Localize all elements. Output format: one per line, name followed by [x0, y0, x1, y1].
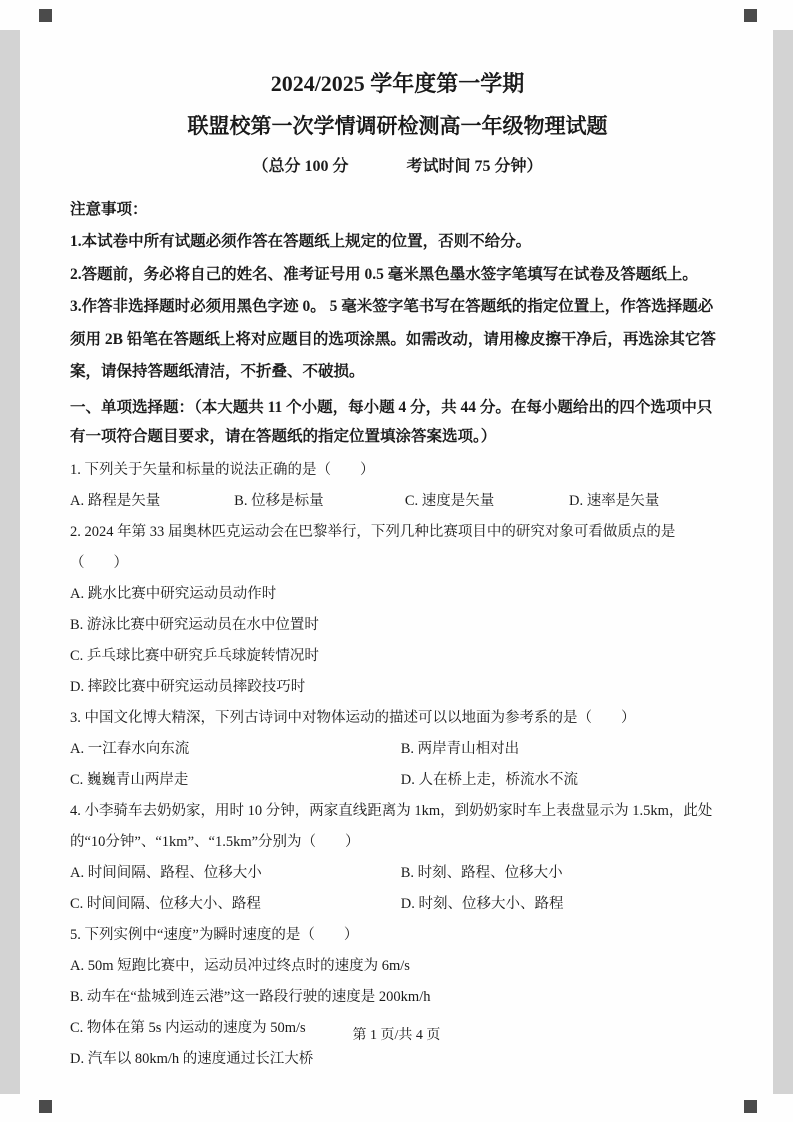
question-2-option-B: B. 游泳比赛中研究运动员在水中位置时 [70, 616, 319, 633]
notice-items [70, 226, 725, 389]
question-5-option-C: C. 物体在第 5s 内运动的速度为 50m/s [70, 1019, 306, 1036]
question-list [70, 455, 725, 1075]
question-3-option-C: C. 巍巍青山两岸走 [70, 771, 189, 788]
question-5-option-A: A. 50m 短跑比赛中，运动员冲过终点时的速度为 6m/s [70, 957, 410, 974]
question-3-option-D: D. 人在桥上走，桥流水不流 [400, 771, 578, 788]
exam-title-line2: 联盟校第一次学情调研检测高一年级物理试题 [187, 114, 608, 138]
exam-subtitle [70, 156, 725, 178]
question-2-option-A: A. 跳水比赛中研究运动员动作时 [70, 585, 277, 602]
question-5-option-B: B. 动车在“盐城到连云港”这一路段行驶的速度是 200km/h [70, 988, 431, 1005]
question-1-option-A: A. 路程是矢量 [70, 492, 161, 509]
question-2-option-D: D. 摔跤比赛中研究运动员摔跤技巧时 [70, 678, 306, 695]
subtitle-total-score: （总分 100 分 [252, 158, 349, 175]
question-1-option-C: C. 速度是矢量 [404, 492, 495, 509]
notice-item-2: 2.答题前，务必将自己的姓名、准考证号用 0.5 毫米黑色墨水签字笔填写在试卷及答题纸上。 [70, 265, 698, 283]
exam-title-line1: 2024/2025 学年度第一学期 [270, 71, 525, 96]
question-4-option-D: D. 时刻、位移大小、路程 [400, 895, 564, 912]
question-3-text: 3. 中国文化博大精深，下列古诗词中对物体运动的描述可以以地面为参考系的是（ ） [70, 709, 636, 726]
scan-corner-mark-bottom-right [744, 1100, 757, 1113]
question-5 [70, 920, 725, 1075]
page-footer: 第 1 页/共 4 页 [352, 1028, 441, 1043]
question-1 [70, 455, 725, 517]
question-1-text: 1. 下列关于矢量和标量的说法正确的是（ ） [70, 461, 375, 478]
subtitle-exam-time: 考试时间 75 分钟） [406, 158, 543, 175]
question-5-option-D: D. 汽车以 80km/h 的速度通过长江大桥 [70, 1050, 314, 1067]
question-2-options [70, 579, 725, 703]
notice-item-3: 3.作答非选择题时必须用黑色字迹 0。 5 毫米签字笔书写在答题纸的指定位置上，作答选择题必须用 2B 铅笔在答题纸上将对应题目的选项涂黑。如需改动，请用橡皮擦干净后，再选涂其它答案，请保持答题纸清洁，不折叠、不破损。 [70, 298, 716, 380]
question-4-option-A: A. 时间间隔、路程、位移大小 [70, 864, 262, 881]
question-5-text: 5. 下列实例中“速度”为瞬时速度的是（ ） [70, 926, 359, 943]
section-heading: 一、单项选择题：（本大题共 11 个小题，每小题 4 分，共 44 分。在每小题给出的四个选项中只有一项符合题目要求，请在答题纸的指定位置填涂答案选项。） [70, 398, 713, 445]
scan-edge-left [0, 30, 20, 1094]
question-4-option-C: C. 时间间隔、位移大小、路程 [70, 895, 261, 912]
question-4-option-B: B. 时刻、路程、位移大小 [400, 864, 563, 881]
question-1-option-B: B. 位移是标量 [234, 492, 324, 509]
question-4-options [70, 858, 725, 920]
scan-edge-right [773, 30, 793, 1094]
question-5-options [70, 951, 725, 1075]
scan-corner-mark-bottom-left [39, 1100, 52, 1113]
question-3-option-B: B. 两岸青山相对出 [400, 740, 520, 757]
question-2 [70, 517, 725, 703]
notice-item-1: 1.本试卷中所有试题必须作答在答题纸上规定的位置，否则不给分。 [70, 233, 532, 250]
scan-corner-mark-top-right [744, 9, 757, 22]
question-4-text: 4. 小李骑车去奶奶家，用时 10 分钟，两家直线距离为 1km，到奶奶家时车上表盘显示为 1.5km，此处的“10分钟”、“1km”、“1.5km”分别为（ ） [70, 802, 713, 850]
question-3 [70, 703, 725, 796]
question-2-option-C: C. 乒乓球比赛中研究乒乓球旋转情况时 [70, 647, 319, 664]
exam-content [70, 70, 725, 1075]
notice-heading: 注意事项： [70, 201, 148, 218]
question-2-text: 2. 2024 年第 33 届奥林匹克运动会在巴黎举行，下列几种比赛项目中的研究对象可看做质点的是（ ） [70, 523, 676, 571]
question-1-options [70, 486, 725, 517]
notice-section [70, 194, 725, 389]
question-3-option-A: A. 一江春水向东流 [70, 740, 190, 757]
question-1-option-D: D. 速率是矢量 [569, 492, 660, 509]
scan-corner-mark-top-left [39, 9, 52, 22]
question-4 [70, 796, 725, 920]
question-3-options [70, 734, 725, 796]
